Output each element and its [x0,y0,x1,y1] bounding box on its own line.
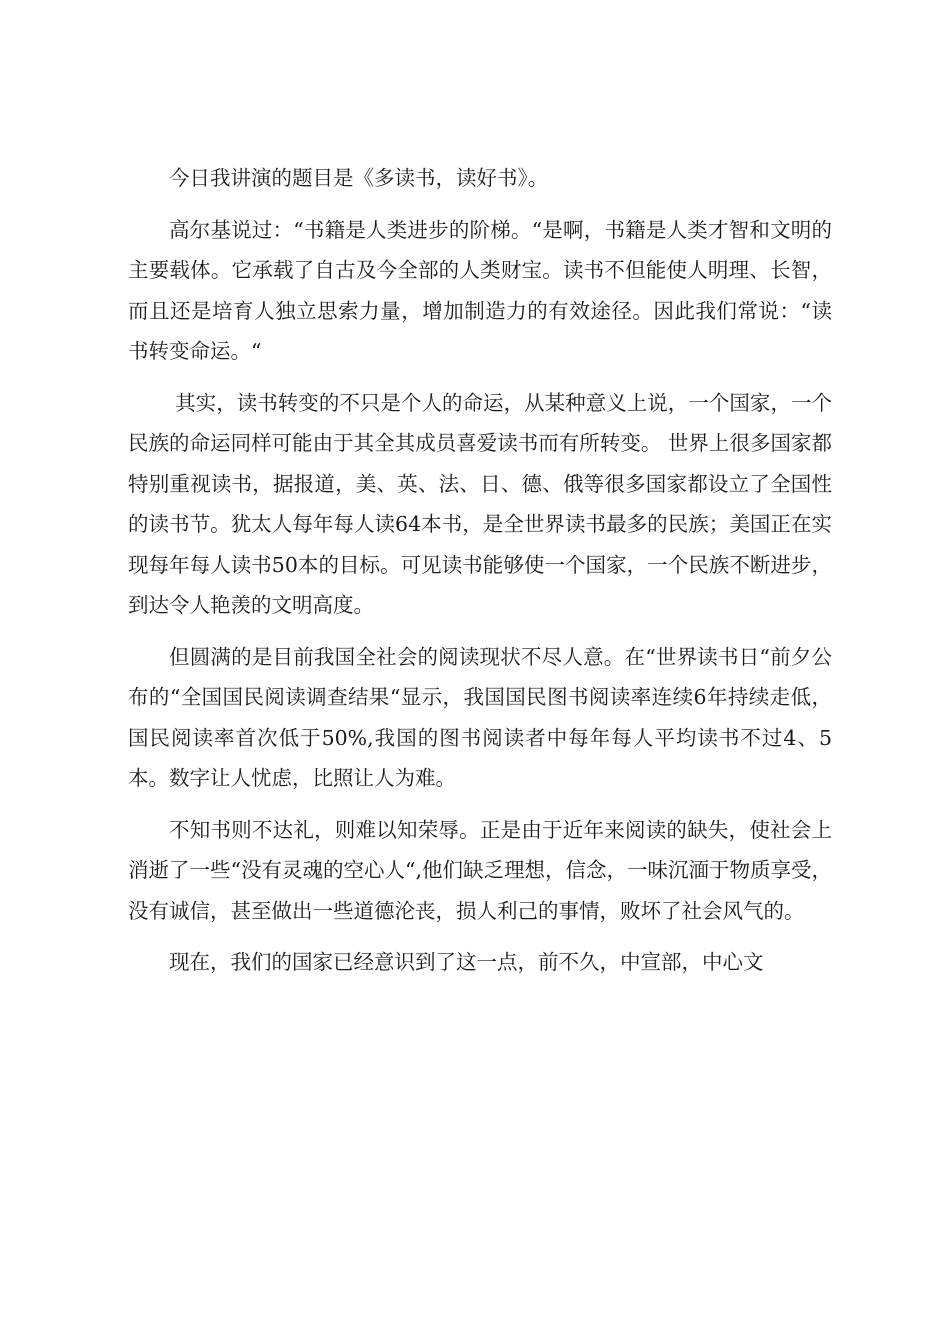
document-body [128,158,832,994]
paragraph-gorky-quote: 高尔基说过：“书籍是人类进步的阶梯。“是啊，书籍是人类才智和文明的主要载体。它承载了自古及今全部的人类财宝。读书不但能使人明理、长智，而且还是培育人独立思索力量，增加制造力的有效途径。因此我们常说：“读书转变命运。“ [128,217,832,363]
paragraph-social-impact: 不知书则不达礼，则难以知荣辱。正是由于近年来阅读的缺失，使社会上消逝了一些“没有灵魂的空心人“,他们缺乏理想，信念，一味沉湎于物质享受，没有诚信，甚至做出一些道德沦丧，损人利己的事情，败坏了社会风气的。 [128,817,832,923]
paragraph-title-intro: 今日我讲演的题目是《多读书，读好书》。 [169,166,549,190]
paragraph-nation-reading: 其实，读书转变的不只是个人的命运，从某种意义上说，一个国家，一个民族的命运同样可能由于其全其成员喜爱读书而有所转变。 世界上很多国家都特别重视读书，据报道，美、英、法、日、德、俄等很多国家都设立了全国性的读书节。犹太人每年每人读64本书，是全世界读书最多的民族；美国正在实现每年每人读书50本的目标。可见读书能够使一个国家，一个民族不断进步，到达令人艳羡的文明高度。 [128,390,832,617]
paragraph-reading-survey: 但圆满的是目前我国全社会的阅读现状不尽人意。在“世界读书日“前夕公布的“全国国民阅读调查结果“显示，我国国民图书阅读率连续6年持续走低，国民阅读率首次低于50%,我国的图书阅读者中每年每人平均读书不过4、5本。数字让人忧虑，比照让人为难。 [128,644,832,790]
paragraph-national-awareness: 现在，我们的国家已经意识到了这一点，前不久，中宣部，中心文 [169,950,764,974]
